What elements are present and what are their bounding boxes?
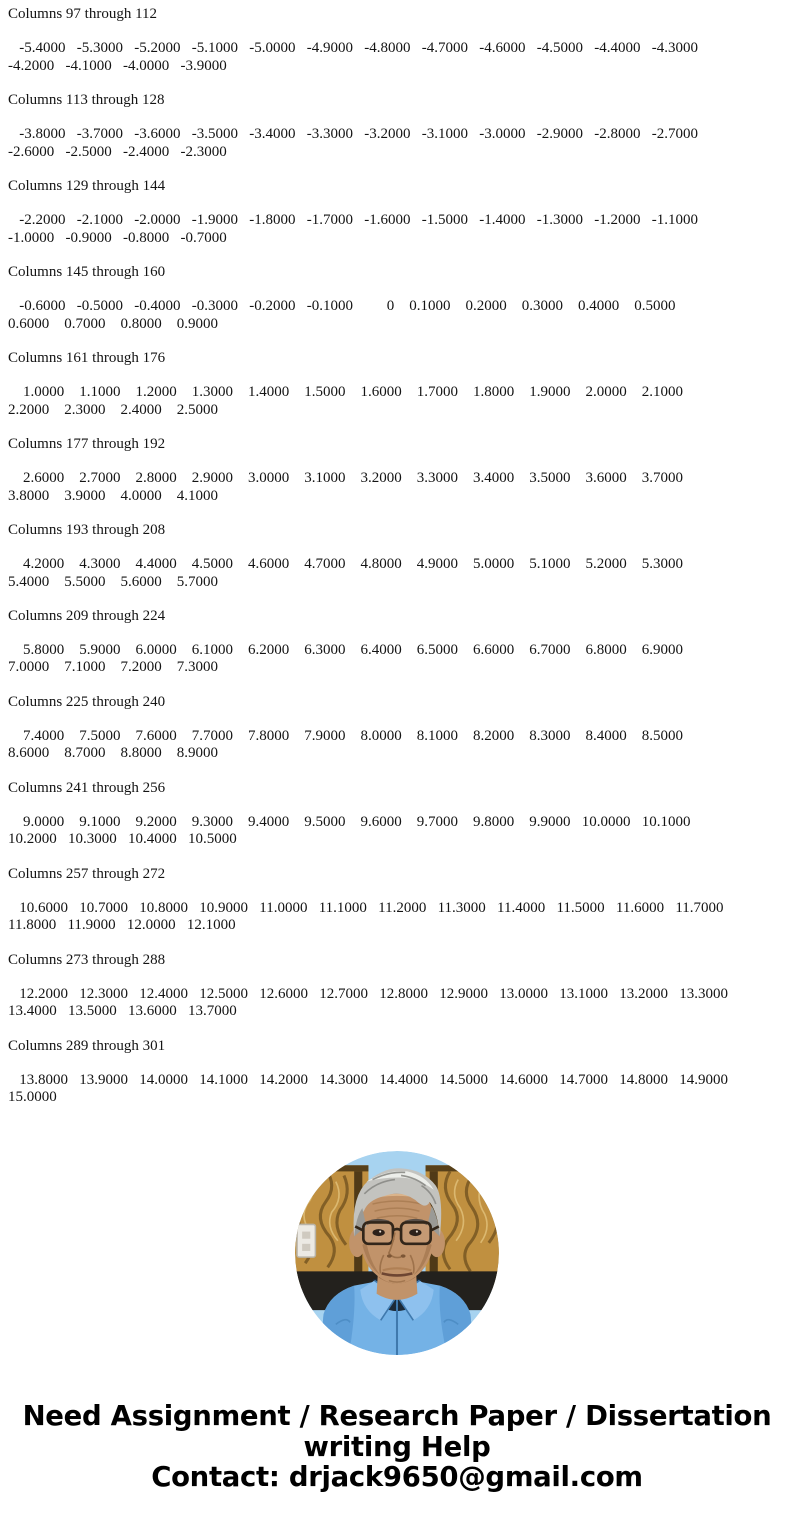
column-block <box>8 952 786 1021</box>
values-line: 2.6000 2.7000 2.8000 2.9000 3.0000 3.1000 3.2000 3.3000 3.4000 3.5000 3.6000 3.7000 <box>8 470 683 487</box>
column-block-label: Columns 209 through 224 <box>8 607 166 624</box>
values-line: -0.6000 -0.5000 -0.4000 -0.3000 -0.2000 -0.1000 0 0.1000 0.2000 0.3000 0.4000 0.5000 <box>8 298 676 315</box>
column-block-label: Columns 113 through 128 <box>8 91 165 108</box>
profile-photo <box>295 1151 499 1355</box>
footer-banner <box>0 1401 794 1493</box>
column-block <box>8 350 786 419</box>
values-line: 7.4000 7.5000 7.6000 7.7000 7.8000 7.9000 8.0000 8.1000 8.2000 8.3000 8.4000 8.5000 <box>8 728 683 745</box>
footer-heading-line1: Need Assignment / Research Paper / Dissertation <box>22 1400 772 1432</box>
values-line: -2.2000 -2.1000 -2.0000 -1.9000 -1.8000 -1.7000 -1.6000 -1.5000 -1.4000 -1.3000 -1.2000 -1.1000 <box>8 212 698 229</box>
column-block <box>8 522 786 591</box>
footer-contact-line: Contact: drjack9650@gmail.com <box>151 1461 643 1493</box>
column-block <box>8 436 786 505</box>
column-block-label: Columns 257 through 272 <box>8 865 166 882</box>
values-line: 11.8000 11.9000 12.0000 12.1000 <box>8 917 236 934</box>
values-line: 13.4000 13.5000 13.6000 13.7000 <box>8 1003 237 1020</box>
column-block <box>8 92 786 161</box>
values-line: 1.0000 1.1000 1.2000 1.3000 1.4000 1.5000 1.6000 1.7000 1.8000 1.9000 2.0000 2.1000 <box>8 384 683 401</box>
column-block <box>8 6 786 75</box>
values-line: 12.2000 12.3000 12.4000 12.5000 12.6000 12.7000 12.8000 12.9000 13.0000 13.1000 13.2000 13.3000 <box>8 986 728 1003</box>
column-block <box>8 780 786 849</box>
values-line: 3.8000 3.9000 4.0000 4.1000 <box>8 487 218 504</box>
values-line: 4.2000 4.3000 4.4000 4.5000 4.6000 4.7000 4.8000 4.9000 5.0000 5.1000 5.2000 5.3000 <box>8 556 683 573</box>
column-block <box>8 178 786 247</box>
portrait-illustration <box>295 1151 499 1355</box>
column-block-label: Columns 177 through 192 <box>8 435 166 452</box>
column-block-label: Columns 161 through 176 <box>8 349 166 366</box>
column-block-label: Columns 241 through 256 <box>8 779 166 796</box>
column-block <box>8 866 786 935</box>
column-block <box>8 1038 786 1107</box>
column-block-label: Columns 193 through 208 <box>8 521 166 538</box>
footer-heading-line2: writing Help <box>303 1430 491 1463</box>
column-block-label: Columns 97 through 112 <box>8 6 158 22</box>
values-line: 9.0000 9.1000 9.2000 9.3000 9.4000 9.5000 9.6000 9.7000 9.8000 9.9000 10.0000 10.1000 <box>8 814 691 831</box>
values-line: 15.0000 <box>8 1089 57 1106</box>
values-line: -1.0000 -0.9000 -0.8000 -0.7000 <box>8 229 227 246</box>
values-line: -2.6000 -2.5000 -2.4000 -2.3000 <box>8 143 227 160</box>
column-block-label: Columns 145 through 160 <box>8 263 166 280</box>
values-line: 7.0000 7.1000 7.2000 7.3000 <box>8 659 218 676</box>
values-line: 13.8000 13.9000 14.0000 14.1000 14.2000 14.3000 14.4000 14.5000 14.6000 14.7000 14.8000 14.9000 <box>8 1072 728 1089</box>
values-line: -5.4000 -5.3000 -5.2000 -5.1000 -5.0000 -4.9000 -4.8000 -4.7000 -4.6000 -4.5000 -4.4000 -4.3000 <box>8 40 698 57</box>
values-line: 8.6000 8.7000 8.8000 8.9000 <box>8 745 218 762</box>
column-block-label: Columns 289 through 301 <box>8 1037 166 1054</box>
column-block-label: Columns 273 through 288 <box>8 951 166 968</box>
values-line: -3.8000 -3.7000 -3.6000 -3.5000 -3.4000 -3.3000 -3.2000 -3.1000 -3.0000 -2.9000 -2.8000 -2.7000 <box>8 126 698 143</box>
column-block <box>8 608 786 677</box>
values-line: 0.6000 0.7000 0.8000 0.9000 <box>8 315 218 332</box>
column-block-label: Columns 129 through 144 <box>8 177 166 194</box>
values-line: 10.2000 10.3000 10.4000 10.5000 <box>8 831 237 848</box>
values-line: 10.6000 10.7000 10.8000 10.9000 11.0000 11.1000 11.2000 11.3000 11.4000 11.5000 11.6000 11.7000 <box>8 900 724 917</box>
column-block <box>8 264 786 333</box>
values-line: 5.4000 5.5000 5.6000 5.7000 <box>8 573 218 590</box>
values-line: 5.8000 5.9000 6.0000 6.1000 6.2000 6.3000 6.4000 6.5000 6.6000 6.7000 6.8000 6.9000 <box>8 642 683 659</box>
values-line: 2.2000 2.3000 2.4000 2.5000 <box>8 401 218 418</box>
column-block <box>8 694 786 763</box>
values-line: -4.2000 -4.1000 -4.0000 -3.9000 <box>8 57 227 74</box>
column-block-label: Columns 225 through 240 <box>8 693 166 710</box>
switch-plate <box>297 1224 315 1257</box>
